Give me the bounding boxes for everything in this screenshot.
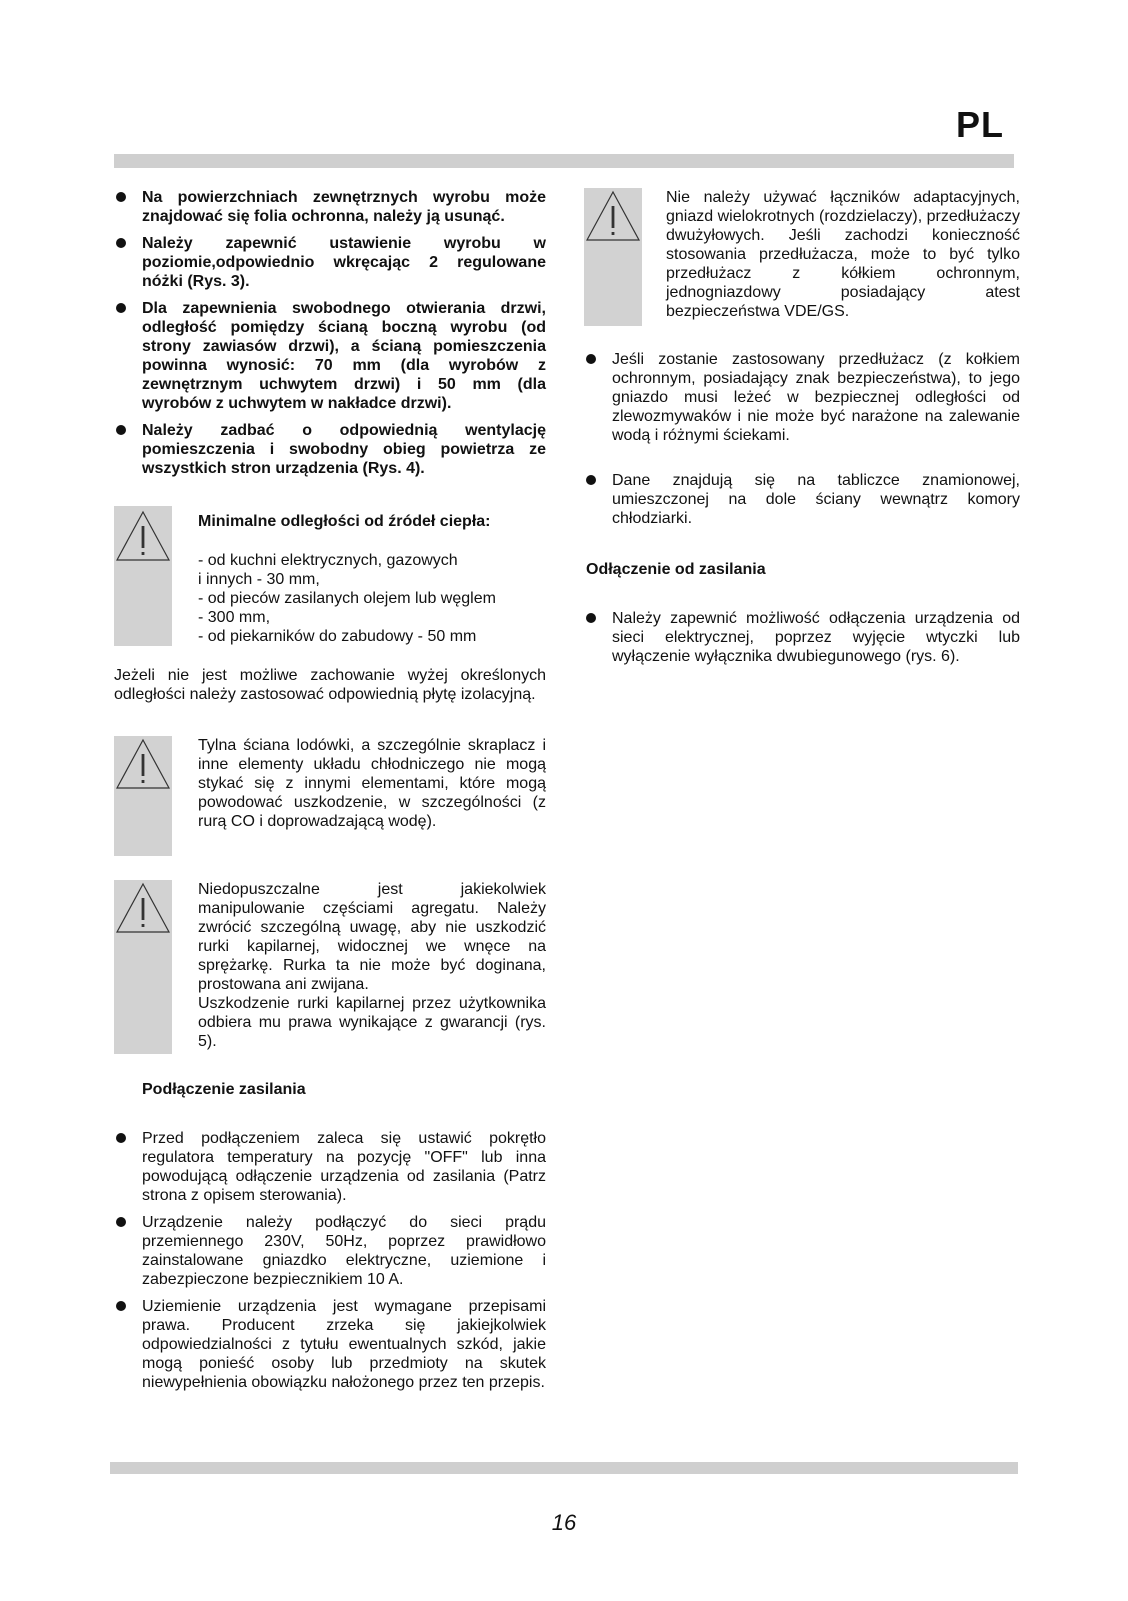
distance-line: i innych - 30 mm, [198,571,320,588]
warning-content [198,506,546,646]
header-bar [114,154,1014,168]
bullet-dot-icon [116,425,126,435]
bullet-dot-icon [116,192,126,202]
warning-triangle-icon [114,880,172,940]
bullet-dot-icon [586,354,596,364]
warning-text: Tylna ściana lodówki, a szczególnie skraplacz i inne elementy układu chłodniczego nie mogą stykać się z innymi elementami, które mogą powodować uszkodzenie, w szczególności (z rurą CO i doprowadzającą wodę). [198,737,546,830]
warning-box-capillary [114,880,546,1054]
warning-triangle-icon [114,736,172,796]
bullet-dot-icon [116,1301,126,1311]
warning-title: Minimalne odległości od źródeł ciepła: [198,513,491,530]
list-item [584,350,1020,445]
warning-panel [584,188,642,326]
bullet-text: Należy zapewnić możliwość odłączenia urządzenia od sieci elektrycznej, poprzez wyjęcie wtyczki lub wyłączenie wyłącznika dwubiegunowego (rys. 6). [612,610,1020,665]
bullet-text: Uziemienie urządzenia jest wymagane przepisami prawa. Producent zrzeka się jakiejkolwiek odpowiedzialności z tytułu ewentualnych szkód, jakie mogą ponieść osoby lub przedmioty na skutek niewypełnienia obowiązku nałożonego przez ten przepis. [142,1298,546,1391]
distance-line: - od pieców zasilanych olejem lub węglem [198,590,496,607]
warning-box-extension [584,188,1020,326]
distance-line: - od kuchni elektrycznych, gazowych [198,552,458,569]
warning-triangle-icon [114,506,172,566]
bullet-dot-icon [116,238,126,248]
distance-line: - 300 mm, [198,609,271,626]
bullet-dot-icon [586,613,596,623]
bullet-text: Dla zapewnienia swobodnego otwierania drzwi, odległość pomiędzy ścianą boczną wyrobu (od strony zawiasów drzwi), a ścianą pomieszczenia powinna wynosić: 70 mm (dla wyrobów z zewnętrznym uchwytem drzwi) i 50 mm (dla wyrobów z uchwytem w nakładce drzwi). [142,300,546,412]
bullet-text: Jeśli zostanie zastosowany przedłużacz (z kołkiem ochronnym, posiadający znak bezpieczeństwa), to jego gniazdo musi leżeć w bezpiecznej odległości od zlewozmywaków i nie może być narażone na zalewanie wodą i różnymi ściekami. [612,351,1020,444]
insulation-paragraph: Jeżeli nie jest możliwe zachowanie wyżej określonych odległości należy zastosować odpowiednią płytę izolacyjną. [114,667,546,703]
warning-box-condenser [114,736,546,856]
language-code: PL [955,104,1004,145]
bullet-dot-icon [586,475,596,485]
left-column [114,188,546,1392]
list-item [114,1129,546,1205]
list-item [114,234,546,291]
warning-panel [114,506,172,646]
bullet-text: Należy zapewnić ustawienie wyrobu w poziomie,odpowiednio wkręcając 2 regulowane nóżki (Rys. 3). [142,235,546,290]
bullet-text: Na powierzchniach zewnętrznych wyrobu może znajdować się folia ochronna, należy ją usunąć. [142,189,546,225]
bullet-text: Przed podłączeniem zaleca się ustawić pokrętło regulatora temperatury na pozycję "OFF" lub inna powodującą odłączenie urządzenia od zasilania (Patrz strona z opisem sterowania). [142,1130,546,1204]
right-column [584,188,1020,666]
warning-panel [114,880,172,1054]
warning-text: Nie należy używać łączników adaptacyjnych, gniazd wielokrotnych (rozdzielaczy), przedłużaczy dwużyłowych. Jeśli zachodzi konieczność stosowania przedłużacza, może to być tylko przedłużacz z kółkiem ochronnym, jednogniazdowy posiadający atest bezpieczeństwa VDE/GS. [666,189,1020,320]
page-number: 16 [551,1510,577,1535]
distance-line: - od piekarników do zabudowy - 50 mm [198,628,477,645]
list-item [114,421,546,478]
list-item [114,1213,546,1289]
list-item [584,609,1020,666]
bullet-text: Należy zadbać o odpowiednią wentylację pomieszczenia i swobodny obieg powietrza ze wszystkich stron urządzenia (Rys. 4). [142,422,546,477]
list-item [584,471,1020,528]
warning-text: Uszkodzenie rurki kapilarnej przez użytkownika odbiera mu prawa wynikające z gwarancji (rys. 5). [198,995,546,1050]
list-item [114,299,546,413]
section-heading-disconnect: Odłączenie od zasilania [586,561,766,578]
list-item [114,188,546,226]
warning-text: Niedopuszczalne jest jakiekolwiek manipulowanie częściami agregatu. Należy zwrócić szczególną uwagę, aby nie uszkodzić rurki kapilarnej, widocznej we wnęce na sprężarkę. Rurka ta nie może być doginana, prostowana ani zwijana. [198,881,546,993]
warning-panel [114,736,172,856]
list-item [114,1297,546,1392]
bullet-dot-icon [116,1217,126,1227]
bullet-text: Urządzenie należy podłączyć do sieci prądu przemiennego 230V, 50Hz, poprzez prawidłowo zainstalowane gniazdko elektryczne, uziemione i zabezpieczone bezpiecznikiem 10 A. [142,1214,546,1288]
warning-content [198,880,546,1054]
bullet-dot-icon [116,1133,126,1143]
section-heading-power: Podłączenie zasilania [142,1081,306,1098]
bullet-dot-icon [116,303,126,313]
warning-triangle-icon [584,188,642,248]
warning-box-heat [114,506,546,646]
bullet-text: Dane znajdują się na tabliczce znamionowej, umieszczonej na dole ściany wewnątrz komory chłodziarki. [612,472,1020,527]
footer-bar [110,1462,1018,1474]
